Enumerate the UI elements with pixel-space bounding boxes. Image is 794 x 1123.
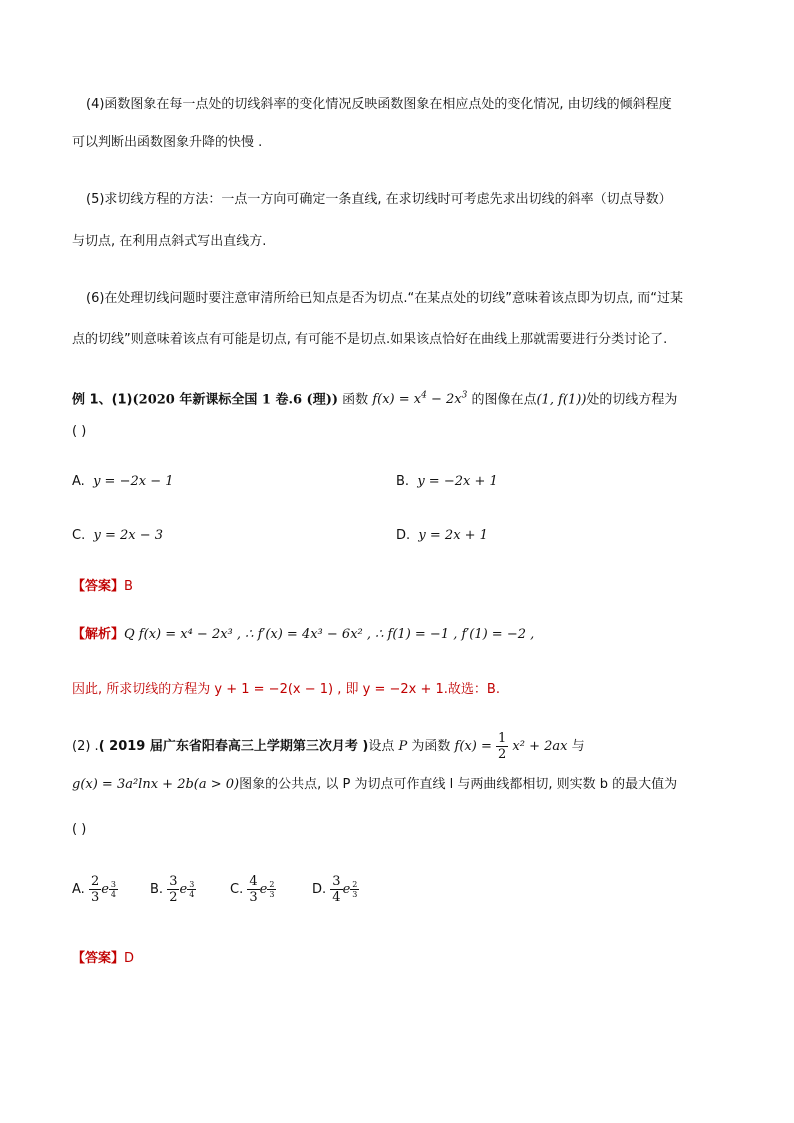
example1-label: 例 1、(1) <box>72 392 133 408</box>
para6-line1: (6)在处理切线问题时要注意审清所给已知点是否为切点.“在某点处的切线”意味着该点即为切点, 而“过某 <box>86 291 684 306</box>
example1-option-c: C. y = 2x − 3 <box>72 528 164 543</box>
para5-line1: (5)求切线方程的方法：一点一方向可确定一条直线, 在求切线时可考虑先求出切线的斜率（切点导数） <box>86 192 672 207</box>
example2-paren: ( ) <box>72 822 87 837</box>
example1-option-a: A. y = −2x − 1 <box>72 474 174 489</box>
example2-source: ( 2019 届广东省阳春高三上学期第三次月考 ) <box>98 739 369 754</box>
example1-text-b: 的图像在点 <box>471 392 537 408</box>
analysis-tag: 【解析】 <box>72 627 125 642</box>
example1-point: (1, f(1)) <box>536 392 587 408</box>
example2-option-b: B. $\frac{3}{2}$ e $\frac{3}{4}$ <box>150 874 195 905</box>
para4-line2: 可以判断出函数图象升降的快慢 . <box>72 135 263 150</box>
example2-question-line2: g(x) = 3a²lnx + 2b(a > 0)图象的公共点, 以 P 为切点可作直线 l 与两曲线都相切, 则实数 b 的最大值为 <box>72 777 678 792</box>
para5-line2: 与切点, 在利用点斜式写出直线方. <box>72 234 267 249</box>
example1-text-c: 处的切线方程为 <box>586 392 678 408</box>
answer-value: B <box>124 579 133 594</box>
answer-value: D <box>124 951 135 966</box>
example1-answer <box>72 578 133 596</box>
answer-tag: 【答案】 <box>72 951 125 966</box>
para4-line1: (4)函数图象在每一点处的切线斜率的变化情况反映函数图象在相应点处的变化情况, 由切线的倾斜程度 <box>86 97 672 112</box>
example2-option-d: D. $\frac{3}{4}$ e $\frac{2}{3}$ <box>312 874 358 905</box>
answer-tag: 【答案】 <box>72 579 125 594</box>
example2-option-c: C. $\frac{4}{3}$ e $\frac{2}{3}$ <box>230 874 275 905</box>
example1-analysis-line1: 【解析】Q f(x) = x⁴ − 2x³ , ∴ f′(x) = 4x³ − 6x² , ∴ f(1) = −1 , f′(1) = −2 , <box>72 627 535 642</box>
example1-question <box>72 387 677 409</box>
example2-question-line1: (2) .( 2019 届广东省阳春高三上学期第三次月考 )设点 P 为函数 f(x) = $\frac{1}{2}$ x² + 2ax 与 <box>72 731 585 762</box>
example1-text-a: 函数 <box>342 392 369 408</box>
example2-option-a: A. $\frac{2}{3}$ e $\frac{3}{4}$ <box>72 874 117 905</box>
example1-option-d: D. y = 2x + 1 <box>396 528 488 543</box>
para6-line2: 点的切线”则意味着该点有可能是切点, 有可能不是切点.如果该点恰好在曲线上那就需要进行分类讨论了. <box>72 332 668 347</box>
example2-answer <box>72 950 134 968</box>
example1-paren: ( ) <box>72 424 87 439</box>
example1-option-b: B. y = −2x + 1 <box>396 474 498 489</box>
example1-source: (2020 年新课标全国 1 卷.6 (理)) <box>132 392 339 408</box>
example1-func: $f(x) = x^4 - 2x^3$ <box>372 391 468 408</box>
fraction-one-half: $\frac{1}{2}$ <box>498 731 507 762</box>
example1-analysis-line2: 因此, 所求切线的方程为 y + 1 = −2(x − 1) , 即 y = −2x + 1.故选：B. <box>72 682 500 697</box>
example2-label: (2) . <box>72 739 99 754</box>
